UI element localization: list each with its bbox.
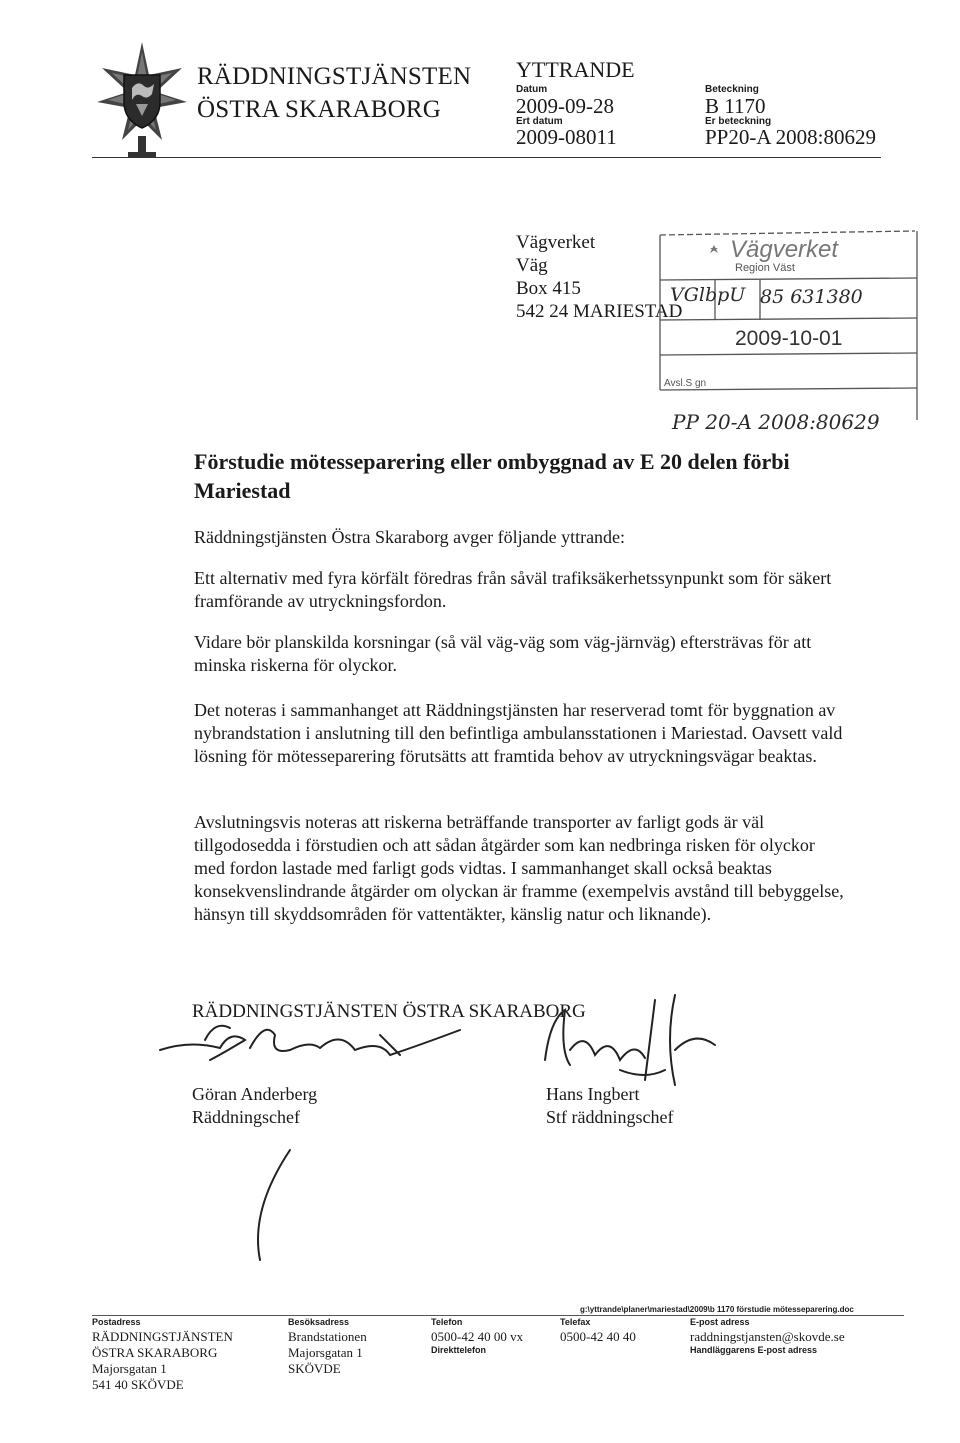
postal-line-3: Majorsgatan 1 bbox=[92, 1361, 167, 1376]
visit-line-2: Majorsgatan 1 bbox=[288, 1345, 363, 1360]
file-path: g:\yttrande\planer\mariestad\2009\b 1170 förstudie mötesseparering.doc bbox=[580, 1305, 854, 1314]
signature-org: RÄDDNINGSTJÄNSTEN ÖSTRA SKARABORG bbox=[192, 1001, 586, 1022]
your-reference-label: Er beteckning bbox=[705, 116, 772, 127]
handler-email-label: Handläggarens E-post adress bbox=[690, 1345, 818, 1355]
fax-value: 0500-42 40 40 bbox=[560, 1329, 636, 1344]
footer-divider bbox=[92, 1315, 904, 1316]
visit-line-3: SKÖVDE bbox=[288, 1361, 341, 1376]
stamp-region: Region Väst bbox=[735, 262, 795, 274]
postal-line-1: RÄDDNINGSTJÄNSTEN bbox=[92, 1329, 233, 1344]
visit-address-label: Besöksadress bbox=[288, 1317, 350, 1327]
email-label: E-post adress bbox=[690, 1317, 750, 1327]
fire-service-emblem bbox=[92, 40, 192, 160]
stamp-date: 2009-10-01 bbox=[735, 327, 843, 350]
phone-label: Telefon bbox=[431, 1317, 463, 1327]
stamp-logo-text: Vägverket bbox=[730, 236, 839, 263]
your-reference-value: PP20-A 2008:80629 bbox=[705, 125, 876, 149]
stamp-handwritten-ref: PP 20-A 2008:80629 bbox=[672, 410, 880, 434]
signer1-name: Göran Anderberg bbox=[192, 1084, 318, 1104]
intro-paragraph: Räddningstjänsten Östra Skaraborg avger följande yttrande: bbox=[194, 527, 626, 547]
phone-value: 0500-42 40 00 vx bbox=[431, 1329, 524, 1344]
postal-address-label: Postadress bbox=[92, 1317, 141, 1327]
reference-label: Beteckning bbox=[705, 84, 759, 95]
postal-line-4: 541 40 SKÖVDE bbox=[92, 1377, 184, 1392]
email-link[interactable]: raddningstjansten@skovde.se bbox=[690, 1329, 845, 1344]
signature-anderberg bbox=[150, 1010, 490, 1270]
signer1-title: Räddningschef bbox=[192, 1107, 300, 1127]
your-date-value: 2009-08011 bbox=[516, 125, 617, 149]
org-name-line2: ÖSTRA SKARABORG bbox=[197, 96, 442, 123]
signature-ingbert bbox=[525, 990, 725, 1090]
date-label: Datum bbox=[516, 84, 548, 95]
stamp-handwritten-unit: VGlbpU bbox=[670, 284, 746, 306]
signer2-title: Stf räddningschef bbox=[546, 1107, 674, 1127]
reference-value: B 1170 bbox=[705, 94, 766, 118]
date-value: 2009-09-28 bbox=[516, 94, 614, 118]
your-date-label: Ert datum bbox=[516, 116, 563, 127]
header-divider bbox=[92, 157, 881, 158]
document-type: YTTRANDE bbox=[516, 57, 635, 82]
subject-heading: Förstudie mötesseparering eller ombyggnad av E 20 delen förbi Mariestad bbox=[194, 449, 790, 503]
visit-line-1: Brandstationen bbox=[288, 1329, 367, 1344]
paragraph-alternative: Ett alternativ med fyra körfält föredras från såväl trafiksäkerhetssynpunkt som för säkert framförande av utryckningsfordon. bbox=[194, 568, 832, 611]
postal-line-2: ÖSTRA SKARABORG bbox=[92, 1345, 218, 1360]
recipient-line-3: Box 415 bbox=[516, 278, 581, 299]
paragraph-crossings: Vidare bör planskilda korsningar (så väl väg-väg som väg-järnväg) eftersträvas för att minska riskerna för olyckor. bbox=[194, 632, 812, 675]
recipient-line-4: 542 24 MARIESTAD bbox=[516, 301, 683, 322]
direct-phone-label: Direkttelefon bbox=[431, 1345, 487, 1355]
stamp-handwritten-number: 85 631380 bbox=[760, 286, 863, 308]
org-name-line1: RÄDDNINGSTJÄNSTEN bbox=[197, 63, 472, 90]
recipient-line-1: Vägverket bbox=[516, 232, 596, 253]
recipient-line-2: Väg bbox=[516, 255, 548, 276]
fax-label: Telefax bbox=[560, 1317, 591, 1327]
signer2-name: Hans Ingbert bbox=[546, 1084, 640, 1104]
stamp-avsl-label: Avsl.S gn bbox=[664, 378, 707, 389]
paragraph-hazardous-goods: Avslutningsvis noteras att riskerna beträffande transporter av farligt gods är väl tillgodosedda i förstudien och att sådan åtgärder som kan nedbringa risken för olyckor med fordon lastade med farligt gods vidtas. I sammanhanget skall också beaktas konsekvenslindrande åtgärder om olyckan är framme (exempelvis avstånd till bebyggelse, hänsyn till skyddsområden för vattentäkter, känslig natur och liknande). bbox=[194, 812, 844, 924]
paragraph-fire-station: Det noteras i sammanhanget att Räddningstjänsten har reserverad tomt för byggnation av nybrandstation i anslutning till den befintliga ambulansstationen i Mariestad. Oavsett vald lösning för mötesseparering förutsätts att framtida behov av utryckningsvägar beaktas. bbox=[194, 700, 843, 766]
